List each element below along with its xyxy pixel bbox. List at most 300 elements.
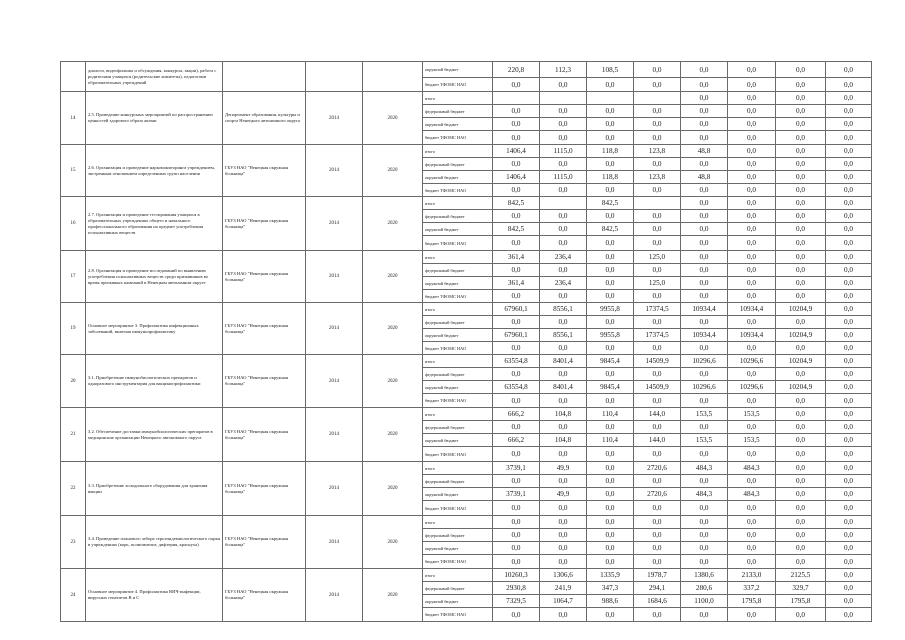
amount-cell: 9845,4 bbox=[587, 381, 634, 394]
amount-cell: 0,0 bbox=[681, 78, 728, 92]
amount-cell: 1335,9 bbox=[587, 569, 634, 582]
amount-cell: 0,0 bbox=[681, 62, 728, 78]
table-row bbox=[61, 92, 872, 105]
amount-cell: 0,0 bbox=[587, 368, 634, 381]
amount-cell: 0,0 bbox=[776, 184, 826, 197]
amount-cell: 0,0 bbox=[681, 184, 728, 197]
amount-cell: 0,0 bbox=[634, 210, 681, 223]
amount-cell: 0,0 bbox=[728, 145, 776, 158]
amount-cell: 14509,9 bbox=[634, 381, 681, 394]
funding-source: окружной бюджет bbox=[423, 118, 493, 131]
amount-cell bbox=[540, 197, 587, 210]
funding-source: федеральный бюджет bbox=[423, 582, 493, 595]
amount-cell: 0,0 bbox=[681, 368, 728, 381]
amount-cell: 0,0 bbox=[728, 78, 776, 92]
amount-cell: 0,0 bbox=[776, 316, 826, 329]
amount-cell: 0,0 bbox=[587, 447, 634, 462]
amount-cell: 0,0 bbox=[776, 462, 826, 475]
measure-name: диалоги, видеофильмы и обсуждения, конкурсы, акции), работа с родителями учащихся (родительские комитеты), педагогами образовательных учреждений bbox=[86, 62, 223, 92]
amount-cell: 0,0 bbox=[681, 197, 728, 210]
funding-source: итого bbox=[423, 355, 493, 368]
amount-cell: 1406,4 bbox=[493, 171, 540, 184]
amount-cell: 842,5 bbox=[493, 197, 540, 210]
measure-name: 3.3. Приобретение холодильного оборудования для хранения вакцин bbox=[86, 462, 223, 516]
amount-cell: 0,0 bbox=[826, 277, 872, 290]
amount-cell: 0,0 bbox=[681, 542, 728, 555]
amount-cell: 0,0 bbox=[540, 184, 587, 197]
amount-cell: 0,0 bbox=[728, 447, 776, 462]
amount-cell: 0,0 bbox=[634, 158, 681, 171]
amount-cell: 0,0 bbox=[728, 171, 776, 184]
amount-cell: 0,0 bbox=[587, 290, 634, 303]
amount-cell: 337,2 bbox=[728, 582, 776, 595]
amount-cell: 0,0 bbox=[826, 368, 872, 381]
amount-cell: 0,0 bbox=[728, 290, 776, 303]
amount-cell: 0,0 bbox=[493, 290, 540, 303]
amount-cell: 10934,4 bbox=[728, 329, 776, 342]
executor-name: ГБУЗ НАО "Ненецкая окружная больница" bbox=[223, 408, 306, 462]
amount-cell: 0,0 bbox=[540, 316, 587, 329]
amount-cell: 294,1 bbox=[634, 582, 681, 595]
amount-cell: 0,0 bbox=[776, 118, 826, 131]
amount-cell: 0,0 bbox=[776, 105, 826, 118]
row-number: 14 bbox=[61, 92, 86, 145]
amount-cell: 0,0 bbox=[728, 62, 776, 78]
amount-cell: 123,8 bbox=[634, 171, 681, 184]
amount-cell bbox=[540, 92, 587, 105]
amount-cell: 0,0 bbox=[728, 529, 776, 542]
table-row bbox=[61, 62, 872, 78]
amount-cell: 0,0 bbox=[826, 251, 872, 264]
row-number: 19 bbox=[61, 303, 86, 355]
amount-cell: 0,0 bbox=[634, 131, 681, 145]
amount-cell: 0,0 bbox=[728, 223, 776, 236]
amount-cell: 9955,8 bbox=[587, 329, 634, 342]
funding-source: бюджет ТФОМС НАО bbox=[423, 447, 493, 462]
measure-name: 3.4. Проведение планового забора сероэпидемиологического сырья в учреждениях (корь, полиомиелит, дифтерия, краснуха) bbox=[86, 516, 223, 569]
program-funding-table bbox=[60, 61, 872, 622]
amount-cell: 0,0 bbox=[681, 264, 728, 277]
amount-cell: 0,0 bbox=[540, 158, 587, 171]
amount-cell: 0,0 bbox=[540, 447, 587, 462]
amount-cell: 10296,6 bbox=[681, 381, 728, 394]
executor-name: ГБУЗ НАО "Ненецкая окружная больница" bbox=[223, 197, 306, 251]
amount-cell: 0,0 bbox=[540, 236, 587, 251]
amount-cell: 0,0 bbox=[540, 501, 587, 516]
amount-cell: 361,4 bbox=[493, 251, 540, 264]
table-row bbox=[61, 303, 872, 316]
amount-cell: 0,0 bbox=[587, 118, 634, 131]
amount-cell: 0,0 bbox=[493, 475, 540, 488]
amount-cell: 0,0 bbox=[540, 223, 587, 236]
amount-cell: 0,0 bbox=[493, 118, 540, 131]
amount-cell: 0,0 bbox=[826, 608, 872, 622]
start-year: 2014 bbox=[306, 569, 363, 622]
amount-cell: 0,0 bbox=[493, 529, 540, 542]
amount-cell: 0,0 bbox=[776, 236, 826, 251]
measure-name: 2.7. Организация и проведение тестирования учащихся в образовательных учреждениях общего и начального профессионального образования на предмет употребления психоактивных веществ bbox=[86, 197, 223, 251]
amount-cell: 2930,8 bbox=[493, 582, 540, 595]
funding-source: итого bbox=[423, 462, 493, 475]
amount-cell: 0,0 bbox=[728, 251, 776, 264]
amount-cell: 67960,1 bbox=[493, 303, 540, 316]
amount-cell: 0,0 bbox=[493, 447, 540, 462]
amount-cell: 8401,4 bbox=[540, 381, 587, 394]
amount-cell: 0,0 bbox=[826, 569, 872, 582]
funding-source: окружной бюджет bbox=[423, 595, 493, 608]
amount-cell: 0,0 bbox=[826, 158, 872, 171]
amount-cell: 0,0 bbox=[826, 62, 872, 78]
measure-name: 2.8. Организация и проведение исследований по выявлению употребления психоактивных веществ среди призывников во время призывных кампаний в Ненецком автономном округе bbox=[86, 251, 223, 303]
amount-cell: 2720,6 bbox=[634, 488, 681, 501]
end-year: 2020 bbox=[363, 251, 423, 303]
amount-cell: 0,0 bbox=[634, 608, 681, 622]
amount-cell: 7329,5 bbox=[493, 595, 540, 608]
amount-cell: 0,0 bbox=[776, 555, 826, 569]
amount-cell: 0,0 bbox=[587, 529, 634, 542]
amount-cell: 988,6 bbox=[587, 595, 634, 608]
amount-cell: 0,0 bbox=[728, 184, 776, 197]
amount-cell: 0,0 bbox=[540, 516, 587, 529]
amount-cell: 0,0 bbox=[728, 158, 776, 171]
amount-cell: 104,8 bbox=[540, 434, 587, 447]
amount-cell: 0,0 bbox=[826, 92, 872, 105]
amount-cell: 0,0 bbox=[776, 488, 826, 501]
measure-name: 3.2. Обеспечение доставки иммунобиологических препаратов в медицинские организации Ненецкого автономного округа bbox=[86, 408, 223, 462]
amount-cell: 0,0 bbox=[587, 264, 634, 277]
amount-cell: 0,0 bbox=[826, 516, 872, 529]
amount-cell: 63554,8 bbox=[493, 355, 540, 368]
amount-cell: 0,0 bbox=[776, 197, 826, 210]
amount-cell: 0,0 bbox=[776, 529, 826, 542]
amount-cell: 0,0 bbox=[681, 555, 728, 569]
table-row bbox=[61, 197, 872, 210]
amount-cell: 0,0 bbox=[826, 381, 872, 394]
amount-cell: 0,0 bbox=[587, 555, 634, 569]
amount-cell: 0,0 bbox=[728, 264, 776, 277]
amount-cell: 0,0 bbox=[826, 408, 872, 421]
amount-cell: 0,0 bbox=[493, 516, 540, 529]
amount-cell: 0,0 bbox=[493, 421, 540, 434]
amount-cell: 1795,8 bbox=[776, 595, 826, 608]
funding-source: федеральный бюджет bbox=[423, 421, 493, 434]
amount-cell: 842,5 bbox=[587, 197, 634, 210]
amount-cell: 0,0 bbox=[587, 488, 634, 501]
amount-cell: 0,0 bbox=[776, 251, 826, 264]
funding-source: окружной бюджет bbox=[423, 329, 493, 342]
amount-cell: 2720,6 bbox=[634, 462, 681, 475]
funding-source: окружной бюджет bbox=[423, 488, 493, 501]
amount-cell: 17374,5 bbox=[634, 303, 681, 316]
amount-cell: 0,0 bbox=[826, 582, 872, 595]
amount-cell: 0,0 bbox=[587, 462, 634, 475]
amount-cell bbox=[587, 92, 634, 105]
start-year: 2014 bbox=[306, 408, 363, 462]
amount-cell: 123,8 bbox=[634, 145, 681, 158]
amount-cell: 0,0 bbox=[826, 223, 872, 236]
amount-cell: 0,0 bbox=[826, 184, 872, 197]
amount-cell: 0,0 bbox=[540, 542, 587, 555]
amount-cell: 8556,1 bbox=[540, 303, 587, 316]
amount-cell: 0,0 bbox=[826, 290, 872, 303]
amount-cell: 0,0 bbox=[681, 608, 728, 622]
amount-cell: 153,5 bbox=[681, 408, 728, 421]
amount-cell: 0,0 bbox=[681, 516, 728, 529]
amount-cell: 0,0 bbox=[540, 78, 587, 92]
amount-cell: 0,0 bbox=[493, 542, 540, 555]
amount-cell: 0,0 bbox=[493, 501, 540, 516]
amount-cell: 0,0 bbox=[587, 316, 634, 329]
amount-cell: 0,0 bbox=[776, 434, 826, 447]
start-year: 2014 bbox=[306, 145, 363, 197]
amount-cell: 666,2 bbox=[493, 408, 540, 421]
amount-cell: 49,9 bbox=[540, 488, 587, 501]
amount-cell: 0,0 bbox=[634, 223, 681, 236]
amount-cell: 0,0 bbox=[587, 251, 634, 264]
amount-cell: 0,0 bbox=[540, 421, 587, 434]
amount-cell: 0,0 bbox=[826, 542, 872, 555]
amount-cell: 1064,7 bbox=[540, 595, 587, 608]
amount-cell: 0,0 bbox=[728, 542, 776, 555]
amount-cell: 0,0 bbox=[634, 236, 681, 251]
executor-name: Департамент образования, культуры и спорта Ненецкого автономного округа bbox=[223, 92, 306, 145]
amount-cell: 0,0 bbox=[493, 608, 540, 622]
amount-cell: 0,0 bbox=[493, 316, 540, 329]
amount-cell: 0,0 bbox=[681, 475, 728, 488]
amount-cell: 0,0 bbox=[776, 516, 826, 529]
amount-cell bbox=[634, 92, 681, 105]
end-year: 2020 bbox=[363, 303, 423, 355]
row-number: 23 bbox=[61, 516, 86, 569]
row-number: 22 bbox=[61, 462, 86, 516]
amount-cell: 0,0 bbox=[587, 542, 634, 555]
amount-cell: 0,0 bbox=[776, 368, 826, 381]
amount-cell: 220,8 bbox=[493, 62, 540, 78]
amount-cell: 0,0 bbox=[681, 251, 728, 264]
amount-cell: 0,0 bbox=[540, 264, 587, 277]
funding-source: федеральный бюджет bbox=[423, 529, 493, 542]
amount-cell: 0,0 bbox=[681, 223, 728, 236]
funding-source: бюджет ТФОМС НАО bbox=[423, 608, 493, 622]
row-number: 17 bbox=[61, 251, 86, 303]
row-number: 24 bbox=[61, 569, 86, 622]
funding-source: бюджет ТФОМС НАО bbox=[423, 290, 493, 303]
amount-cell: 0,0 bbox=[634, 555, 681, 569]
table-body bbox=[61, 62, 872, 622]
amount-cell: 0,0 bbox=[587, 342, 634, 355]
amount-cell: 0,0 bbox=[728, 92, 776, 105]
start-year bbox=[306, 62, 363, 92]
amount-cell: 484,3 bbox=[728, 488, 776, 501]
table-row bbox=[61, 145, 872, 158]
amount-cell: 0,0 bbox=[681, 394, 728, 408]
amount-cell: 0,0 bbox=[681, 421, 728, 434]
amount-cell: 0,0 bbox=[493, 131, 540, 145]
amount-cell: 842,5 bbox=[493, 223, 540, 236]
amount-cell: 10204,9 bbox=[776, 303, 826, 316]
amount-cell: 0,0 bbox=[493, 264, 540, 277]
amount-cell: 118,8 bbox=[587, 145, 634, 158]
amount-cell: 0,0 bbox=[493, 184, 540, 197]
funding-source: итого bbox=[423, 145, 493, 158]
amount-cell: 0,0 bbox=[634, 118, 681, 131]
amount-cell: 3739,1 bbox=[493, 462, 540, 475]
end-year: 2020 bbox=[363, 92, 423, 145]
executor-name bbox=[223, 62, 306, 92]
amount-cell: 10934,4 bbox=[681, 303, 728, 316]
amount-cell: 0,0 bbox=[826, 105, 872, 118]
amount-cell: 0,0 bbox=[540, 368, 587, 381]
end-year: 2020 bbox=[363, 355, 423, 408]
amount-cell: 0,0 bbox=[776, 78, 826, 92]
amount-cell: 0,0 bbox=[728, 394, 776, 408]
amount-cell: 10204,9 bbox=[776, 355, 826, 368]
amount-cell: 10934,4 bbox=[728, 303, 776, 316]
row-number: 21 bbox=[61, 408, 86, 462]
end-year: 2020 bbox=[363, 145, 423, 197]
amount-cell: 0,0 bbox=[826, 171, 872, 184]
amount-cell: 0,0 bbox=[587, 131, 634, 145]
amount-cell: 10204,9 bbox=[776, 381, 826, 394]
funding-source: итого bbox=[423, 408, 493, 421]
amount-cell: 0,0 bbox=[493, 368, 540, 381]
amount-cell: 0,0 bbox=[776, 158, 826, 171]
amount-cell: 0,0 bbox=[728, 475, 776, 488]
amount-cell: 0,0 bbox=[540, 529, 587, 542]
amount-cell: 0,0 bbox=[826, 264, 872, 277]
amount-cell: 0,0 bbox=[728, 368, 776, 381]
amount-cell: 484,3 bbox=[728, 462, 776, 475]
amount-cell: 0,0 bbox=[826, 421, 872, 434]
amount-cell: 1406,4 bbox=[493, 145, 540, 158]
start-year: 2014 bbox=[306, 462, 363, 516]
amount-cell: 0,0 bbox=[826, 145, 872, 158]
amount-cell: 0,0 bbox=[587, 608, 634, 622]
amount-cell: 0,0 bbox=[776, 447, 826, 462]
amount-cell: 0,0 bbox=[681, 105, 728, 118]
amount-cell: 0,0 bbox=[826, 131, 872, 145]
amount-cell: 144,0 bbox=[634, 408, 681, 421]
amount-cell: 347,3 bbox=[587, 582, 634, 595]
amount-cell: 0,0 bbox=[681, 118, 728, 131]
end-year: 2020 bbox=[363, 462, 423, 516]
amount-cell: 3739,1 bbox=[493, 488, 540, 501]
amount-cell: 0,0 bbox=[540, 118, 587, 131]
amount-cell: 0,0 bbox=[540, 608, 587, 622]
row-number: 20 bbox=[61, 355, 86, 408]
amount-cell: 0,0 bbox=[776, 264, 826, 277]
amount-cell: 0,0 bbox=[681, 316, 728, 329]
amount-cell: 280,6 bbox=[681, 582, 728, 595]
funding-source: окружной бюджет bbox=[423, 434, 493, 447]
amount-cell: 0,0 bbox=[728, 277, 776, 290]
amount-cell: 0,0 bbox=[493, 236, 540, 251]
amount-cell: 0,0 bbox=[776, 223, 826, 236]
funding-source: бюджет ТФОМС НАО bbox=[423, 78, 493, 92]
table-row bbox=[61, 569, 872, 582]
amount-cell: 0,0 bbox=[681, 92, 728, 105]
amount-cell: 48,8 bbox=[681, 171, 728, 184]
funding-source: итого bbox=[423, 303, 493, 316]
funding-source: бюджет ТФОМС НАО bbox=[423, 236, 493, 251]
amount-cell: 49,9 bbox=[540, 462, 587, 475]
amount-cell: 236,4 bbox=[540, 251, 587, 264]
amount-cell: 0,0 bbox=[634, 516, 681, 529]
amount-cell: 1380,6 bbox=[681, 569, 728, 582]
amount-cell: 0,0 bbox=[634, 394, 681, 408]
funding-source: итого bbox=[423, 516, 493, 529]
funding-source: бюджет ТФОМС НАО bbox=[423, 501, 493, 516]
amount-cell: 0,0 bbox=[728, 516, 776, 529]
amount-cell: 0,0 bbox=[634, 447, 681, 462]
amount-cell: 0,0 bbox=[587, 78, 634, 92]
amount-cell: 63554,8 bbox=[493, 381, 540, 394]
amount-cell: 10934,4 bbox=[681, 329, 728, 342]
amount-cell: 9955,8 bbox=[587, 303, 634, 316]
amount-cell: 0,0 bbox=[540, 210, 587, 223]
funding-source: федеральный бюджет bbox=[423, 368, 493, 381]
amount-cell: 153,5 bbox=[728, 434, 776, 447]
amount-cell: 0,0 bbox=[728, 555, 776, 569]
amount-cell: 0,0 bbox=[826, 394, 872, 408]
amount-cell: 0,0 bbox=[587, 394, 634, 408]
amount-cell: 0,0 bbox=[776, 145, 826, 158]
end-year bbox=[363, 62, 423, 92]
amount-cell: 0,0 bbox=[776, 171, 826, 184]
funding-source: бюджет ТФОМС НАО bbox=[423, 555, 493, 569]
table-row bbox=[61, 408, 872, 421]
funding-source: федеральный бюджет bbox=[423, 210, 493, 223]
funding-source: бюджет ТФОМС НАО bbox=[423, 131, 493, 145]
amount-cell: 0,0 bbox=[634, 368, 681, 381]
amount-cell: 0,0 bbox=[826, 595, 872, 608]
amount-cell: 1978,7 bbox=[634, 569, 681, 582]
funding-source: окружной бюджет bbox=[423, 277, 493, 290]
amount-cell: 0,0 bbox=[634, 475, 681, 488]
amount-cell: 0,0 bbox=[493, 158, 540, 171]
amount-cell: 0,0 bbox=[728, 118, 776, 131]
amount-cell: 0,0 bbox=[681, 447, 728, 462]
amount-cell: 0,0 bbox=[493, 555, 540, 569]
amount-cell: 0,0 bbox=[587, 475, 634, 488]
end-year: 2020 bbox=[363, 197, 423, 251]
row-number: 15 bbox=[61, 145, 86, 197]
amount-cell: 0,0 bbox=[540, 475, 587, 488]
amount-cell: 1115,0 bbox=[540, 171, 587, 184]
amount-cell: 0,0 bbox=[826, 488, 872, 501]
funding-source: окружной бюджет bbox=[423, 171, 493, 184]
start-year: 2014 bbox=[306, 303, 363, 355]
measure-name: Основное мероприятие 3. Профилактика инфекционных заболеваний, включая иммунопрофилактику bbox=[86, 303, 223, 355]
amount-cell: 0,0 bbox=[540, 131, 587, 145]
amount-cell: 0,0 bbox=[776, 421, 826, 434]
amount-cell: 0,0 bbox=[826, 447, 872, 462]
amount-cell: 236,4 bbox=[540, 277, 587, 290]
amount-cell: 10260,3 bbox=[493, 569, 540, 582]
amount-cell: 0,0 bbox=[776, 131, 826, 145]
amount-cell: 1306,6 bbox=[540, 569, 587, 582]
amount-cell: 0,0 bbox=[587, 158, 634, 171]
amount-cell: 0,0 bbox=[587, 421, 634, 434]
amount-cell: 2125,5 bbox=[776, 569, 826, 582]
amount-cell: 0,0 bbox=[826, 342, 872, 355]
amount-cell: 0,0 bbox=[826, 329, 872, 342]
amount-cell: 0,0 bbox=[728, 342, 776, 355]
executor-name: ГБУЗ НАО "Ненецкая окружная больница" bbox=[223, 303, 306, 355]
executor-name: ГБУЗ НАО "Ненецкая окружная больница" bbox=[223, 145, 306, 197]
funding-source: бюджет ТФОМС НАО bbox=[423, 394, 493, 408]
end-year: 2020 bbox=[363, 569, 423, 622]
